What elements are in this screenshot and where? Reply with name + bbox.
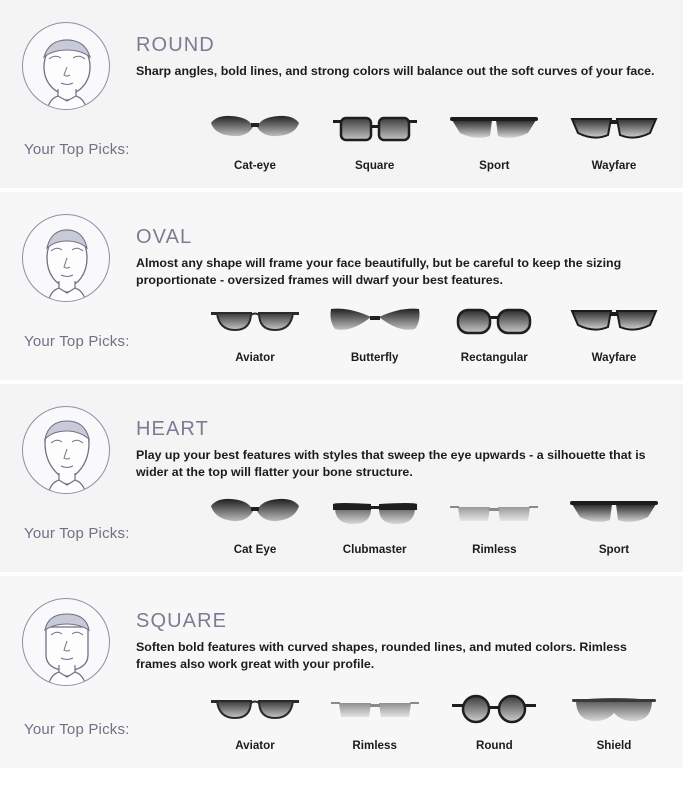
pick-item[interactable]: [316, 299, 434, 364]
pick-name: Cat Eye: [233, 543, 277, 556]
pick-item[interactable]: [316, 107, 434, 172]
square-sunglasses-icon: [316, 107, 434, 155]
face-circle: [22, 214, 110, 302]
pick-name: Sport: [479, 159, 510, 172]
round-face-icon: [23, 23, 110, 110]
pick-item[interactable]: [555, 107, 673, 172]
picks-list-oval: [196, 299, 673, 364]
face-illustration-oval: [22, 214, 110, 302]
pick-item[interactable]: [435, 687, 553, 752]
pick-name: Rimless: [352, 739, 397, 752]
cat-eye-sunglasses-icon: [196, 107, 314, 155]
picks-list-square: [196, 687, 673, 752]
butterfly-sunglasses-icon: [316, 299, 434, 347]
pick-name: Clubmaster: [342, 543, 407, 556]
oval-face-icon: [23, 215, 110, 302]
pick-item[interactable]: [196, 107, 314, 172]
shield-sunglasses-icon: [555, 687, 673, 735]
clubmaster-sunglasses-icon: [316, 491, 434, 539]
picks-label-square: Your Top Picks:: [24, 721, 130, 738]
section-square: [0, 576, 683, 768]
heart-face-icon: [23, 407, 110, 494]
wayfarer-sunglasses-icon: [555, 107, 673, 155]
shape-title-oval: OVAL: [136, 226, 193, 248]
round-sunglasses-icon: [435, 687, 553, 735]
pick-item[interactable]: [316, 687, 434, 752]
section-heart: [0, 384, 683, 576]
shape-title-heart: HEART: [136, 418, 209, 440]
picks-list-round: [196, 107, 673, 172]
sport-sunglasses-icon: [435, 107, 553, 155]
pick-item[interactable]: [555, 491, 673, 556]
pick-name: Wayfare: [591, 159, 637, 172]
face-circle: [22, 598, 110, 686]
pick-name: Sport: [598, 543, 630, 556]
shape-description-round: Sharp angles, bold lines, and strong colors will balance out the soft curves of your face.: [136, 64, 655, 78]
picks-label-round: Your Top Picks:: [24, 141, 130, 158]
face-illustration-heart: [22, 406, 110, 494]
pick-item[interactable]: [435, 299, 553, 364]
picks-label-oval: Your Top Picks:: [24, 333, 130, 350]
pick-name: Square: [355, 159, 395, 172]
pick-name: Rimless: [472, 543, 517, 556]
face-illustration-square: [22, 598, 110, 686]
face-circle: [22, 22, 110, 110]
shape-description-oval: Almost any shape will frame your face beautifully, but be careful to keep the sizing proportionate - oversized frames will dwarf your best features.: [136, 256, 622, 287]
section-oval: [0, 192, 683, 384]
pick-item[interactable]: [435, 491, 553, 556]
pick-name: Aviator: [235, 351, 275, 364]
pick-item[interactable]: [435, 107, 553, 172]
aviator-sunglasses-icon: [196, 299, 314, 347]
pick-name: Aviator: [235, 739, 275, 752]
cat-eye-sunglasses-icon: [196, 491, 314, 539]
rimless-sunglasses-icon: [316, 687, 434, 735]
aviator-sunglasses-icon: [196, 687, 314, 735]
pick-item[interactable]: [196, 687, 314, 752]
pick-item[interactable]: [555, 299, 673, 364]
wayfarer-sunglasses-icon: [555, 299, 673, 347]
rectangular-sunglasses-icon: [435, 299, 553, 347]
sport-sunglasses-icon: [555, 491, 673, 539]
rimless-sunglasses-icon: [435, 491, 553, 539]
picks-list-heart: [196, 491, 673, 556]
shape-description-square: Soften bold features with curved shapes, rounded lines, and muted colors. Rimless frames also work great with your profile.: [136, 640, 627, 671]
pick-item[interactable]: [196, 491, 314, 556]
pick-item[interactable]: [555, 687, 673, 752]
pick-item[interactable]: [316, 491, 434, 556]
shape-title-square: SQUARE: [136, 610, 228, 632]
face-circle: [22, 406, 110, 494]
pick-name: Round: [475, 739, 513, 752]
pick-name: Shield: [596, 739, 632, 752]
pick-item[interactable]: [196, 299, 314, 364]
pick-name: Rectangular: [460, 351, 528, 364]
section-round: [0, 0, 683, 192]
pick-name: Wayfare: [591, 351, 637, 364]
face-illustration-round: [22, 22, 110, 110]
shape-title-round: ROUND: [136, 34, 215, 56]
pick-name: Butterfly: [350, 351, 399, 364]
picks-label-heart: Your Top Picks:: [24, 525, 130, 542]
shape-description-heart: Play up your best features with styles that sweep the eye upwards - a silhouette that is wider at the top will flatter your bone structure.: [136, 448, 646, 479]
pick-name: Cat-eye: [234, 159, 276, 172]
square-face-icon: [23, 599, 110, 686]
